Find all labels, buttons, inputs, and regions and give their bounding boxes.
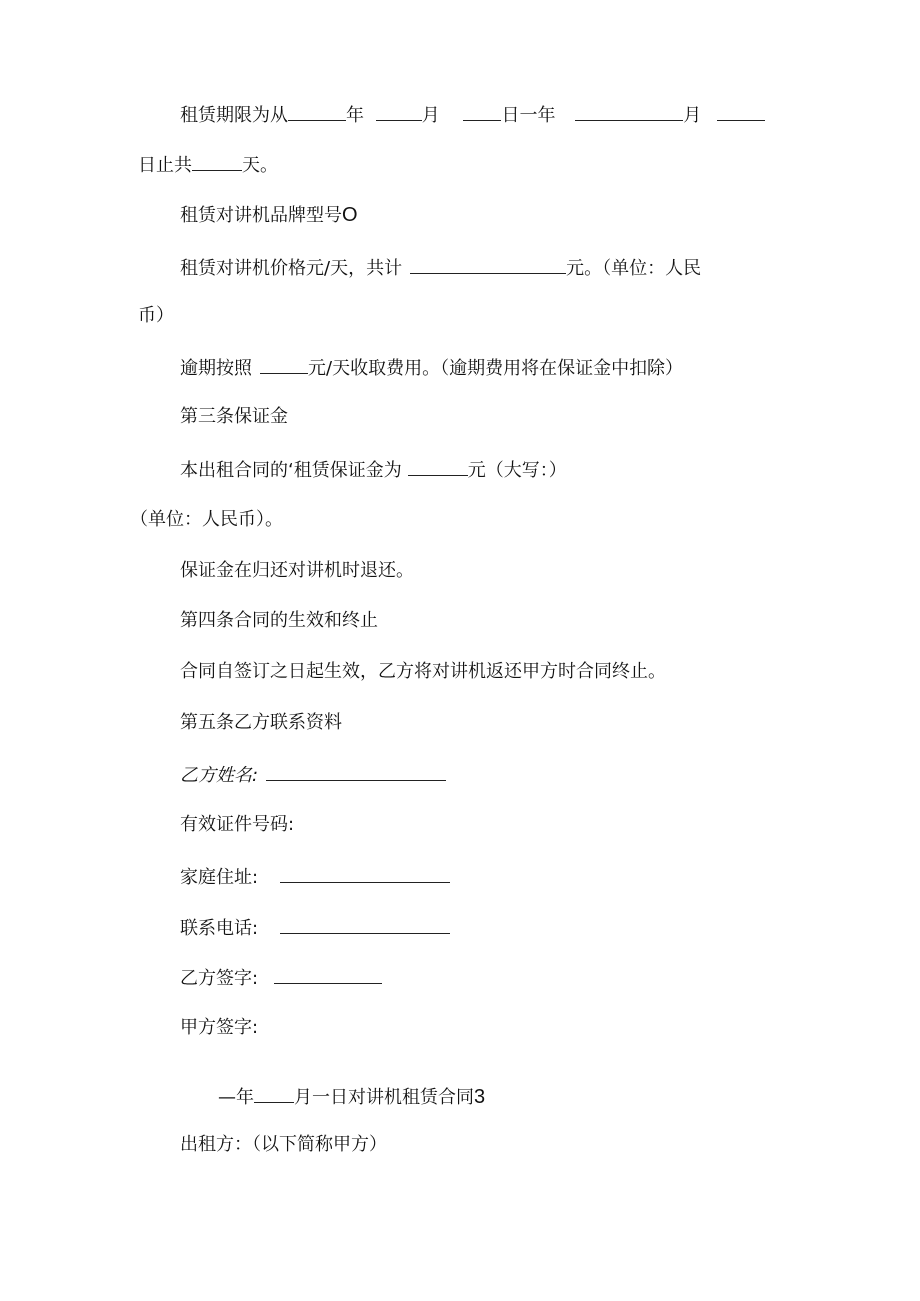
deposit-currency-line: （单位：人民币）。 — [130, 509, 283, 530]
phone-line — [180, 915, 450, 941]
overdue-line — [180, 355, 683, 381]
contract-3-heading — [218, 1084, 485, 1110]
contract-3-year: —年 — [218, 1087, 254, 1108]
address-line — [180, 864, 450, 890]
rental-total-days-line — [138, 152, 278, 178]
article-4-title: 第四条合同的生效和终止 — [180, 610, 378, 631]
month-unit: 月 — [421, 105, 440, 126]
price-label: 租赁对讲机价格元/天，共计 — [180, 258, 403, 279]
brand-model-mark: O — [342, 204, 358, 226]
end-month-blank — [575, 102, 683, 121]
brand-model-line — [180, 203, 358, 228]
phone-blank — [280, 915, 450, 934]
rental-period-label: 租赁期限为从 — [180, 105, 288, 126]
address-label: 家庭住址: — [180, 867, 259, 888]
overdue-fee-blank — [260, 355, 308, 374]
party-b-name-line — [180, 762, 446, 788]
deposit-refund-line: 保证金在归还对讲机时退还。 — [180, 560, 414, 581]
rental-period-line — [180, 102, 765, 128]
address-blank — [280, 864, 450, 883]
total-price-blank — [410, 255, 566, 274]
brand-model-label: 租赁对讲机品牌型号 — [180, 205, 342, 226]
end-day-label: 日止共 — [138, 155, 192, 176]
end-month-unit: 月 — [683, 105, 702, 126]
start-year-blank — [288, 102, 346, 121]
party-b-name-blank — [266, 762, 446, 781]
price-currency-line: 币） — [138, 305, 174, 326]
overdue-label: 逾期按照 — [180, 358, 252, 379]
price-line — [180, 255, 701, 281]
year-unit: 年 — [346, 105, 364, 126]
party-b-signature-blank — [274, 965, 382, 984]
start-month-blank — [376, 102, 422, 121]
party-a-signature-line: 甲方签字: — [180, 1017, 259, 1038]
overdue-note: 元/天收取费用。（逾期费用将在保证金中扣除） — [308, 358, 684, 379]
lessor-line: 出租方：（以下简称甲方） — [180, 1134, 387, 1155]
deposit-amount-blank — [408, 457, 468, 476]
effect-termination-line: 合同自签订之日起生效，乙方将对讲机返还甲方时合同终止。 — [180, 661, 666, 682]
id-number-line: 有效证件号码: — [180, 814, 295, 835]
party-b-name-label: 乙方姓名: — [180, 765, 259, 786]
article-3-title: 第三条保证金 — [180, 406, 288, 427]
day-year-unit: 日一年 — [501, 105, 556, 126]
phone-label: 联系电话: — [180, 918, 259, 939]
deposit-capital-note: 元（大写：） — [467, 460, 567, 481]
contract-3-title: 月一日对讲机租赁合同 — [294, 1087, 474, 1108]
deposit-label: 本出租合同的‘租赁保证金为 — [180, 460, 402, 481]
days-unit: 天。 — [242, 155, 278, 176]
deposit-line — [180, 457, 567, 483]
start-day-blank — [463, 102, 501, 121]
contract-3-month-blank — [254, 1084, 294, 1103]
party-b-signature-label: 乙方签字: — [180, 968, 259, 989]
article-5-title: 第五条乙方联系资料 — [180, 712, 342, 733]
total-days-blank — [192, 152, 242, 171]
end-day-blank — [717, 102, 765, 121]
price-unit-note: 元。（单位：人民 — [566, 258, 702, 279]
party-b-signature-line — [180, 965, 382, 991]
contract-3-number: 3 — [474, 1086, 486, 1108]
